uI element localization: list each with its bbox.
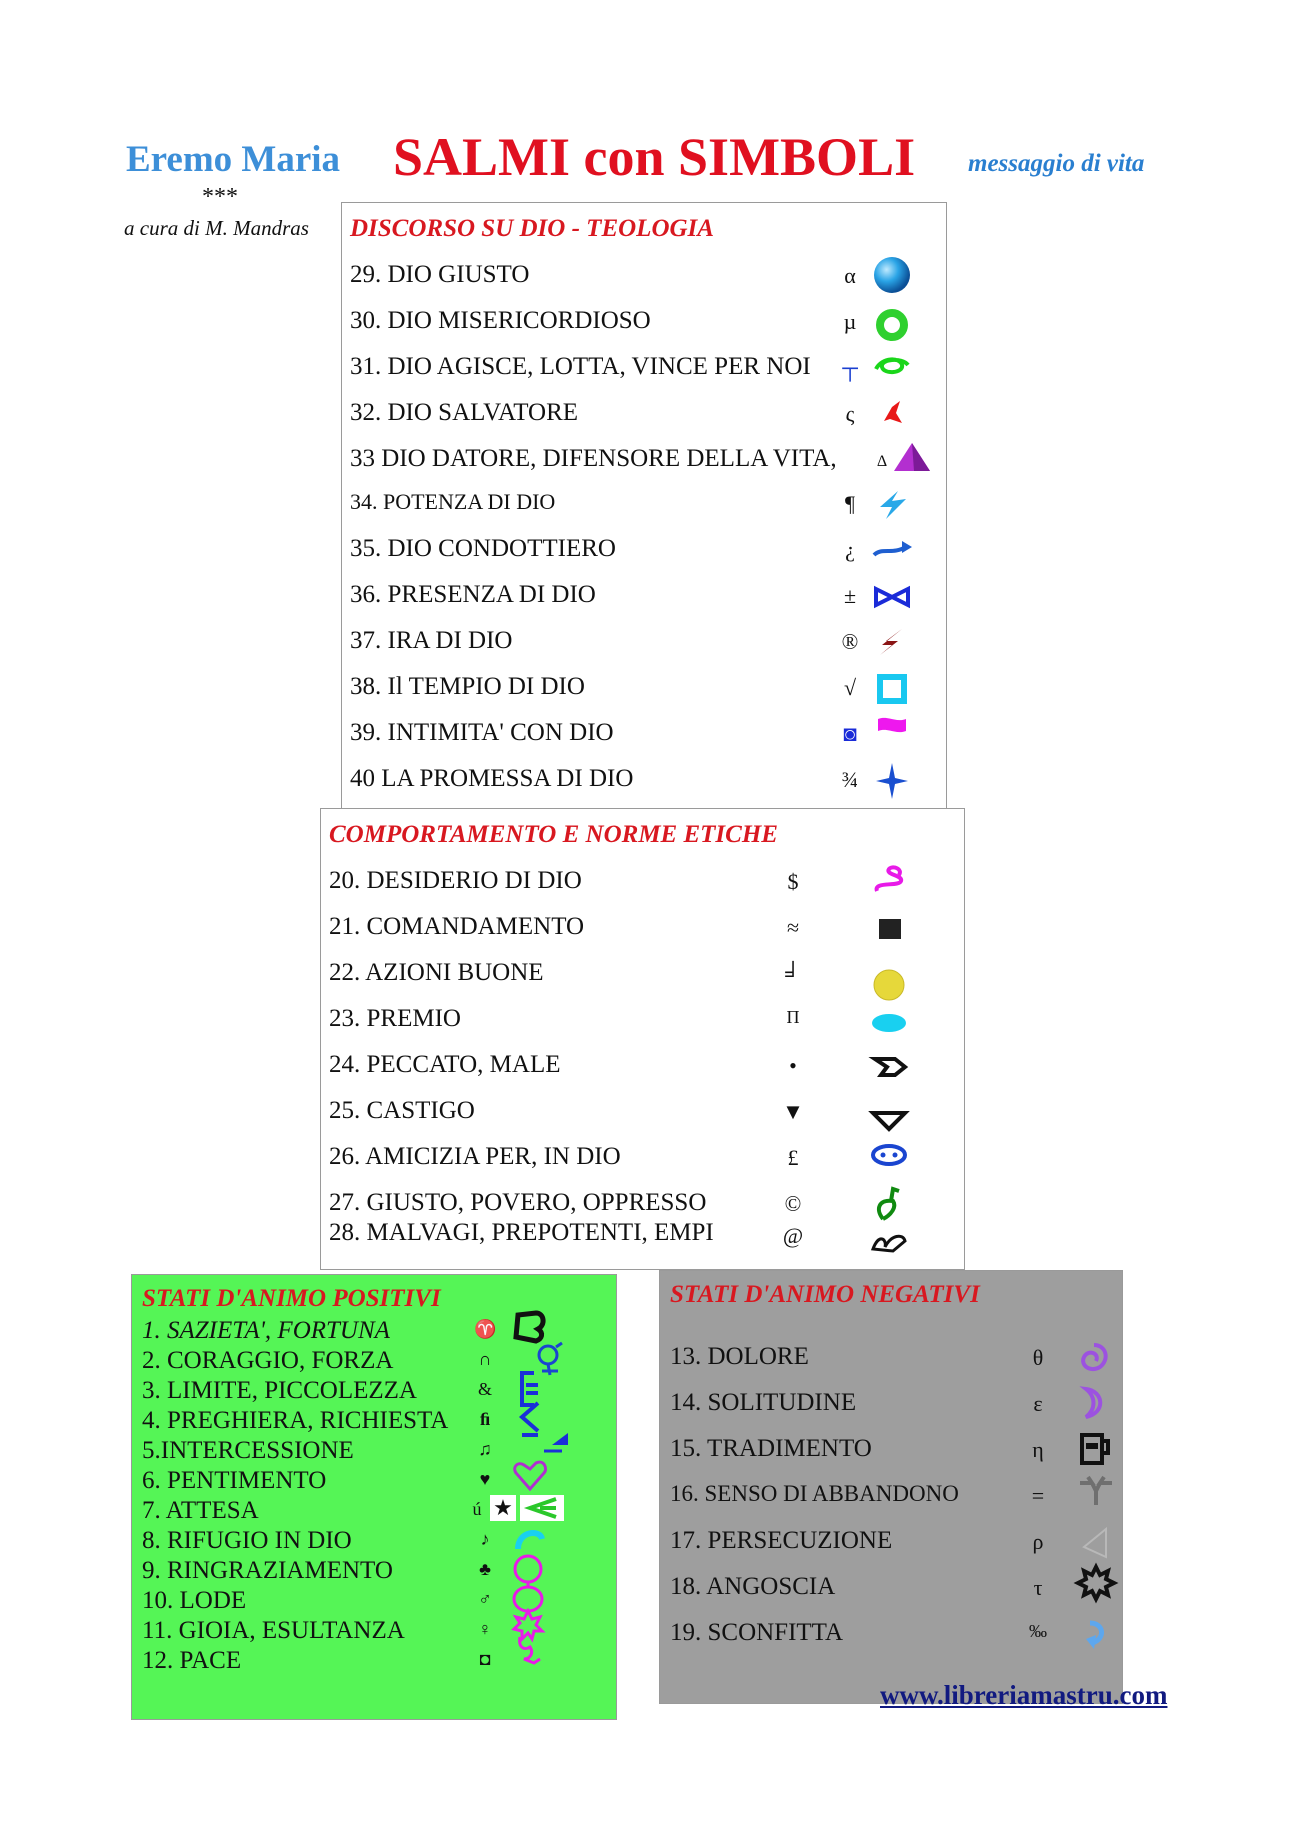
theology-section bbox=[341, 202, 947, 810]
item-label: 22. AZIONI BUONE bbox=[329, 959, 544, 986]
list-item bbox=[329, 1051, 959, 1091]
purple-cone-icon bbox=[892, 439, 932, 479]
list-item bbox=[329, 913, 959, 953]
list-item bbox=[350, 489, 940, 529]
item-label: 39. INTIMITA' CON DIO bbox=[350, 719, 614, 746]
item-code: α bbox=[844, 263, 856, 288]
item-code: = bbox=[1031, 1483, 1045, 1508]
item-code: ¶ bbox=[845, 491, 855, 516]
item-label: 10. LODE bbox=[142, 1587, 247, 1614]
website-link[interactable]: www.libreriamastru.com bbox=[880, 1680, 1168, 1710]
item-label: 27. GIUSTO, POVERO, OPPRESSO bbox=[329, 1189, 707, 1216]
item-code: ╛ bbox=[785, 961, 801, 986]
item-label: 18. ANGOSCIA bbox=[670, 1573, 836, 1600]
item-code: & bbox=[477, 1379, 492, 1399]
positive-section bbox=[131, 1274, 617, 1720]
item-label: 33 DIO DATORE, DIFENSORE DELLA VITA, bbox=[350, 445, 837, 472]
item-label: 36. PRESENZA DI DIO bbox=[350, 581, 596, 608]
item-code: ♥ bbox=[479, 1469, 491, 1489]
item-label: 2. CORAGGIO, FORZA bbox=[142, 1347, 394, 1374]
list-item bbox=[142, 1647, 612, 1677]
item-code: © bbox=[784, 1191, 802, 1216]
list-item bbox=[329, 1219, 959, 1259]
black-triangle-icon bbox=[869, 1097, 909, 1137]
negative-section bbox=[659, 1270, 1123, 1704]
item-code: θ bbox=[1032, 1345, 1044, 1370]
item-code: ♫ bbox=[478, 1439, 492, 1459]
list-item bbox=[329, 867, 959, 907]
item-code: $ bbox=[787, 869, 799, 894]
list-item bbox=[329, 959, 959, 999]
list-item bbox=[350, 307, 940, 347]
magenta-flag-icon bbox=[872, 713, 912, 753]
blue-bowtie-icon bbox=[872, 575, 912, 615]
item-code: ◙ bbox=[843, 721, 857, 746]
item-label: 26. AMICIZIA PER, IN DIO bbox=[329, 1143, 621, 1170]
magenta-swirl-icon bbox=[869, 861, 909, 901]
item-label: 12. PACE bbox=[142, 1647, 242, 1674]
item-code: ρ bbox=[1032, 1529, 1044, 1554]
purple-spiral-icon bbox=[1076, 1337, 1116, 1377]
black-burst-icon bbox=[1076, 1563, 1116, 1603]
item-label: 13. DOLORE bbox=[670, 1343, 809, 1370]
separator-stars: *** bbox=[202, 184, 238, 210]
list-item bbox=[350, 719, 940, 759]
magenta-dove-icon bbox=[510, 1633, 550, 1673]
purple-heart-icon bbox=[510, 1455, 550, 1495]
item-label: 21. COMANDAMENTO bbox=[329, 913, 585, 940]
green-sprout-icon bbox=[869, 1183, 909, 1223]
list-item bbox=[670, 1481, 1114, 1521]
item-code: ♂ bbox=[478, 1589, 492, 1609]
item-label: 4. PREGHIERA, RICHIESTA bbox=[142, 1407, 449, 1434]
item-code: ﬁ bbox=[479, 1409, 490, 1429]
item-label: 3. LIMITE, PICCOLEZZA bbox=[142, 1377, 417, 1404]
item-code: ± bbox=[843, 583, 857, 608]
item-label: 29. DIO GIUSTO bbox=[350, 261, 530, 288]
item-label: 40 LA PROMESSA DI DIO bbox=[350, 765, 634, 792]
list-item bbox=[670, 1435, 1114, 1475]
item-label: 32. DIO SALVATORE bbox=[350, 399, 579, 426]
gray-signpost-icon bbox=[1076, 1471, 1116, 1511]
negative-title: STATI D'ANIMO NEGATIVI bbox=[670, 1281, 980, 1308]
list-item bbox=[329, 1143, 959, 1183]
list-item bbox=[350, 261, 940, 301]
list-item bbox=[350, 399, 940, 439]
list-item bbox=[670, 1527, 1114, 1567]
item-code: ♣ bbox=[479, 1559, 491, 1579]
item-label: 24. PECCATO, MALE bbox=[329, 1051, 561, 1078]
page-title: SALMI con SIMBOLI bbox=[393, 127, 916, 187]
item-code: ε bbox=[1033, 1391, 1043, 1416]
item-code: ¾ bbox=[841, 767, 859, 792]
item-label: 1. SAZIETA', FORTUNA bbox=[142, 1317, 390, 1344]
item-label: 8. RIFUGIO IN DIO bbox=[142, 1527, 352, 1554]
brand-name: Eremo Maria bbox=[126, 139, 341, 180]
black-scribble-icon bbox=[869, 1219, 909, 1259]
list-item bbox=[329, 1097, 959, 1137]
item-code: τ bbox=[1033, 1575, 1043, 1600]
blue-bolt-icon bbox=[872, 483, 912, 523]
gray-triangle-icon bbox=[1076, 1521, 1116, 1561]
item-label: 14. SOLITUDINE bbox=[670, 1389, 857, 1416]
item-label: 37. IRA DI DIO bbox=[350, 627, 513, 654]
item-label: 17. PERSECUZIONE bbox=[670, 1527, 893, 1554]
item-code: ▼ bbox=[782, 1099, 804, 1124]
item-code: ú bbox=[472, 1499, 482, 1519]
item-code: ∩ bbox=[478, 1349, 492, 1369]
item-label: 35. DIO CONDOTTIERO bbox=[350, 535, 616, 562]
theology-title: DISCORSO SU DIO - TEOLOGIA bbox=[350, 215, 714, 242]
item-code: ◘ bbox=[479, 1649, 491, 1669]
item-label: 6. PENTIMENTO bbox=[142, 1467, 327, 1494]
green-torus-icon bbox=[872, 301, 912, 341]
list-item bbox=[350, 535, 940, 575]
item-label: 11. GIOIA, ESULTANZA bbox=[142, 1617, 405, 1644]
tagline: messaggio di vita bbox=[968, 150, 1145, 177]
item-code: ‰ bbox=[1029, 1621, 1047, 1641]
list-item bbox=[350, 765, 940, 805]
list-item bbox=[670, 1389, 1114, 1429]
item-code: ♪ bbox=[480, 1529, 490, 1549]
item-code: ♈ bbox=[474, 1319, 497, 1339]
list-item bbox=[670, 1619, 1114, 1659]
item-label: 23. PREMIO bbox=[329, 1005, 461, 1032]
list-item bbox=[670, 1343, 1114, 1383]
blue-star-icon bbox=[872, 759, 912, 799]
item-code: Π bbox=[786, 1007, 800, 1027]
item-code: @ bbox=[782, 1223, 804, 1248]
black-mug-icon bbox=[1076, 1429, 1116, 1469]
blue-mask-icon bbox=[869, 1137, 909, 1177]
red-figure-icon bbox=[872, 393, 912, 433]
item-label: 7. ATTESA bbox=[142, 1497, 259, 1524]
item-label: 20. DESIDERIO DI DIO bbox=[329, 867, 582, 894]
list-item bbox=[329, 1005, 959, 1045]
list-item bbox=[350, 353, 940, 393]
list-item bbox=[350, 581, 940, 621]
cyan-square-icon bbox=[872, 667, 912, 707]
item-code: ┬ bbox=[842, 355, 858, 380]
list-item bbox=[670, 1573, 1114, 1613]
red-lightning-icon bbox=[872, 621, 912, 661]
item-code: ≈ bbox=[786, 915, 800, 940]
item-label: 25. CASTIGO bbox=[329, 1097, 475, 1124]
item-code: ® bbox=[841, 629, 859, 654]
item-code: ς bbox=[845, 401, 855, 426]
positive-title: STATI D'ANIMO POSITIVI bbox=[142, 1285, 441, 1312]
item-label: 9. RINGRAZIAMENTO bbox=[142, 1557, 393, 1584]
item-label: 28. MALVAGI, PREPOTENTI, EMPI bbox=[329, 1219, 714, 1246]
list-item bbox=[350, 445, 940, 485]
list-item bbox=[350, 627, 940, 667]
item-label: 5.INTERCESSIONE bbox=[142, 1437, 354, 1464]
ethics-section bbox=[320, 808, 965, 1270]
item-label: 30. DIO MISERICORDIOSO bbox=[350, 307, 651, 334]
item-label: 38. Il TEMPIO DI DIO bbox=[350, 673, 585, 700]
item-code: ¿ bbox=[845, 537, 855, 562]
curator-credit: a cura di M. Mandras bbox=[124, 216, 309, 240]
item-code: £ bbox=[787, 1145, 799, 1170]
item-code: • bbox=[789, 1053, 797, 1078]
item-label: 31. DIO AGISCE, LOTTA, VINCE PER NOI bbox=[350, 353, 811, 380]
blue-arrow-icon bbox=[872, 529, 912, 569]
ethics-title: COMPORTAMENTO E NORME ETICHE bbox=[329, 821, 778, 848]
item-code: ∆ bbox=[877, 453, 887, 470]
purple-moon-icon bbox=[1076, 1383, 1116, 1423]
item-label: 16. SENSO DI ABBANDONO bbox=[670, 1481, 959, 1506]
item-label: 15. TRADIMENTO bbox=[670, 1435, 872, 1462]
list-item bbox=[350, 673, 940, 713]
item-code: ♀ bbox=[478, 1619, 492, 1639]
item-code: µ bbox=[843, 309, 857, 334]
item-label: 19. SCONFITTA bbox=[670, 1619, 844, 1646]
blue-hook-icon bbox=[1076, 1613, 1116, 1653]
cyan-ellipse-icon bbox=[869, 999, 909, 1039]
item-code: η bbox=[1032, 1437, 1044, 1462]
item-code: √ bbox=[843, 675, 857, 700]
black-square-icon bbox=[869, 907, 909, 947]
green-loop-icon bbox=[872, 347, 912, 387]
item-label: 34. POTENZA DI DIO bbox=[350, 489, 556, 514]
black-arrow-icon bbox=[869, 1045, 909, 1085]
star-marker: ★ bbox=[490, 1495, 516, 1521]
blue-sphere-icon bbox=[872, 255, 912, 295]
